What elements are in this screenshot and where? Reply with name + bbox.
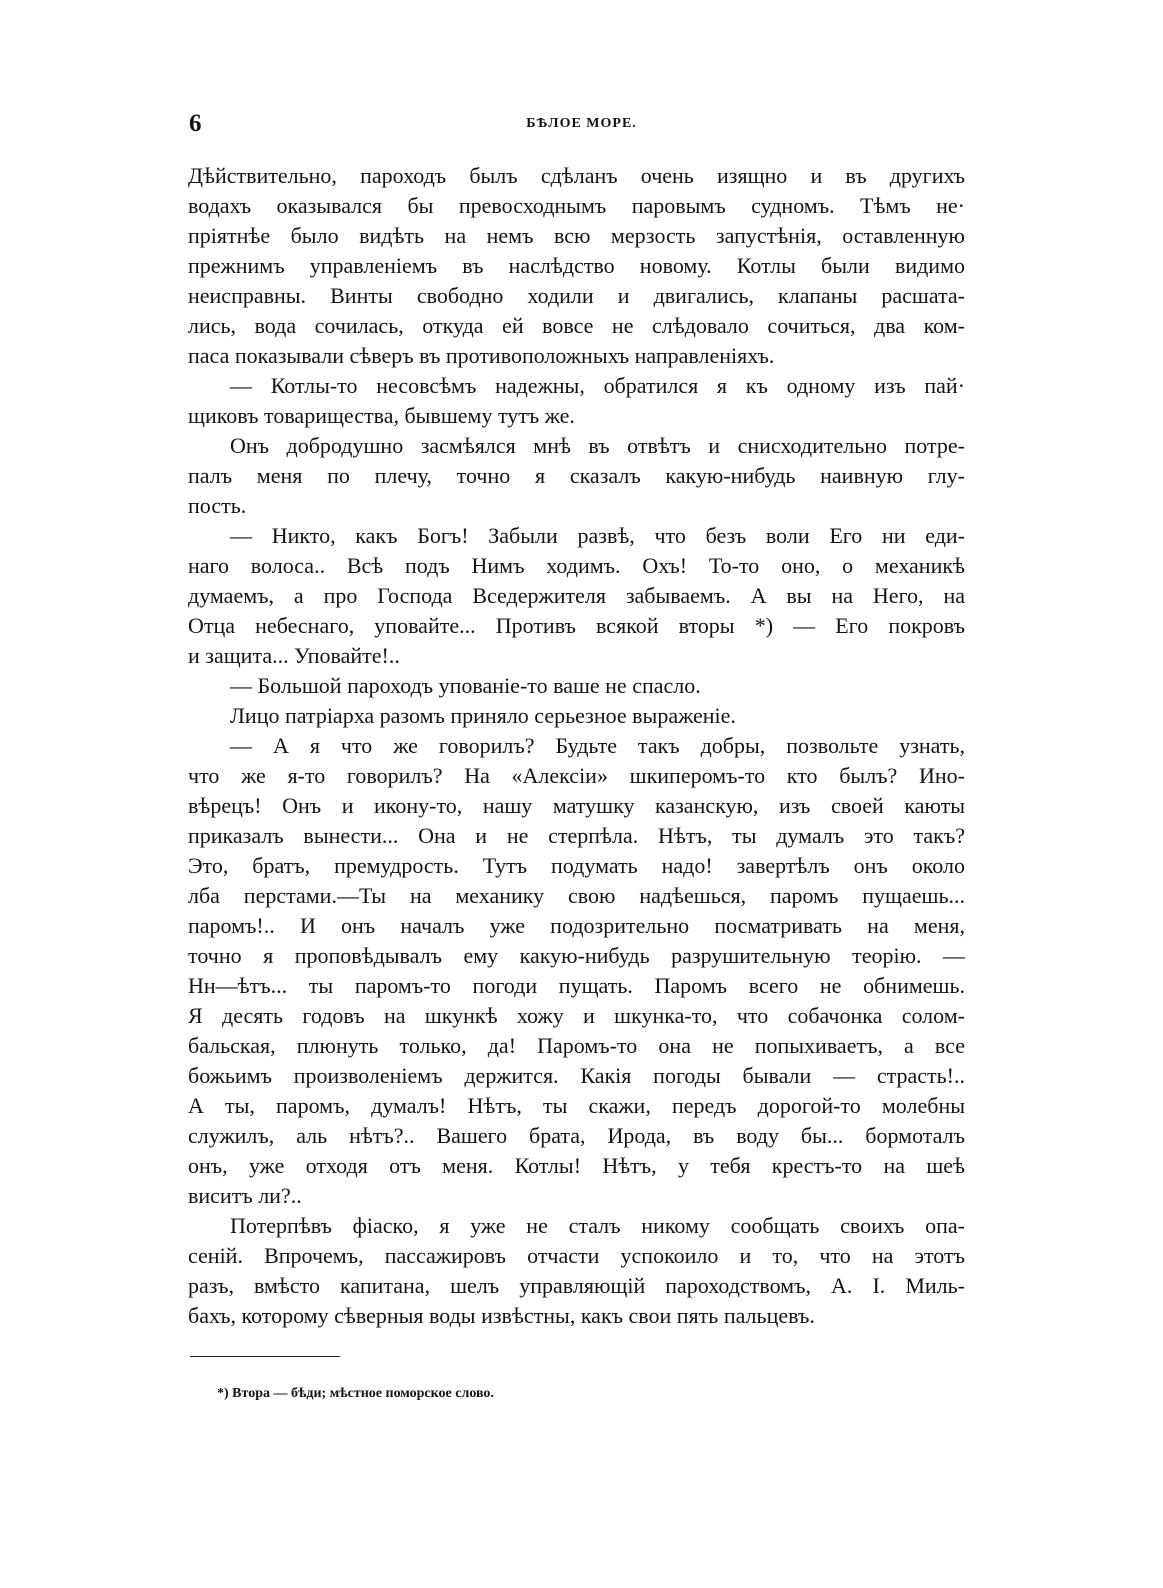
text-line: пріятнѣе было видѣть на немъ всю мерзость запустѣнія, оставленную [188,223,965,248]
text-line: разъ, вмѣсто капитана, шелъ управляющій пароходствомъ, А. І. Миль- [188,1273,965,1298]
running-title: БѢЛОЕ МОРЕ. [526,116,637,131]
text-line: служилъ, аль нѣтъ?.. Вашего брата, Ирода, въ воду бы... бормоталъ [188,1123,965,1148]
text-line: божьимъ произволеніемъ держится. Какія погоды бывали — страсть!.. [188,1063,965,1088]
text-line: бальская, плюнуть только, да! Паромъ-то она не попыхиваетъ, а все [188,1033,965,1058]
text-line: Потерпѣвъ фіаско, я уже не сталъ никому сообщать своихъ опа- [230,1213,965,1238]
text-line: паромъ!.. И онъ началъ уже подозрительно посматривать на меня, [188,913,965,938]
text-line: наго волоса.. Всѣ подъ Нимъ ходимъ. Охъ! То-то оно, о механикѣ [188,553,965,578]
paragraph [188,701,965,731]
paragraph [188,371,965,431]
text-line: бахъ, которому сѣверныя воды извѣстны, какъ свои пять пальцевъ. [188,1303,815,1328]
text-line: виситъ ли?.. [188,1183,302,1208]
text-line: Нн—ѣтъ... ты паромъ-то погоди пущать. Паромъ всего не обнимешь. [188,973,965,998]
paragraph [188,521,965,671]
paragraph [188,731,965,1211]
text-line: — Никто, какъ Богъ! Забыли развѣ, что безъ воли Его ни еди- [230,523,965,548]
body-text [188,161,965,1331]
text-line: Это, братъ, премудрость. Тутъ подумать надо! завертѣлъ онъ около [188,853,965,878]
text-line: что же я-то говорилъ? На «Алексіи» шкиперомъ-то кто былъ? Ино- [188,763,965,788]
text-line: лись, вода сочилась, откуда ей вовсе не слѣдовало сочиться, два ком- [188,313,965,338]
text-line: Дѣйствительно, пароходъ былъ сдѣланъ очень изящно и въ другихъ [188,163,965,188]
text-line: лба перстами.—Ты на механику свою надѣешься, паромъ пущаешь... [188,883,965,908]
text-line: водахъ оказывался бы превосходнымъ паровымъ судномъ. Тѣмъ не· [188,193,965,218]
text-line: щиковъ товарищества, бывшему тутъ же. [188,403,575,428]
text-line: вѣрецъ! Онъ и икону-то, нашу матушку казанскую, изъ своей каюты [188,793,965,818]
text-line: Лицо патріарха разомъ приняло серьезное выраженіе. [230,703,736,728]
paragraph [188,431,965,521]
footnote: *) Втора — бѣди; мѣстное поморское слово. [217,1386,494,1401]
text-line: приказалъ вынести... Она и не стерпѣла. Нѣтъ, ты думалъ это такъ? [188,823,965,848]
text-line: А ты, паромъ, думалъ! Нѣтъ, ты скажи, передъ дорогой-то молебны [188,1093,965,1118]
text-line: сеній. Впрочемъ, пассажировъ отчасти успокоило и то, что на этотъ [188,1243,965,1268]
footnote-divider [190,1356,340,1357]
text-line: — Большой пароходъ упованіе-то ваше не спасло. [230,673,701,698]
paragraph [188,161,965,371]
text-line: Я десять годовъ на шкункѣ хожу и шкунка-то, что собачонка солом- [188,1003,965,1028]
text-line: палъ меня по плечу, точно я сказалъ какую-нибудь наивную глу- [188,463,965,488]
paragraph [188,671,965,701]
text-line: — Котлы-то несовсѣмъ надежны, обратился я къ одному изъ пай· [230,373,965,398]
text-line: неисправны. Винты свободно ходили и двигались, клапаны расшата- [188,283,965,308]
text-line: думаемъ, а про Господа Вседержителя забываемъ. А вы на Него, на [188,583,965,608]
text-line: — А я что же говорилъ? Будьте такъ добры, позвольте узнать, [230,733,965,758]
paragraph [188,1211,965,1331]
text-line: Онъ добродушно засмѣялся мнѣ въ отвѣтъ и снисходительно потре- [230,433,965,458]
text-line: и защита... Уповайте!.. [188,643,400,668]
text-line: онъ, уже отходя отъ меня. Котлы! Нѣтъ, у тебя крестъ-то на шеѣ [188,1153,965,1178]
text-line: паса показывали сѣверъ въ противоположныхъ направленіяхъ. [188,343,775,368]
text-line: точно я проповѣдывалъ ему какую-нибудь разрушительную теорію. — [188,943,965,968]
text-line: Отца небеснаго, уповайте... Противъ всякой вторы *) — Его покровъ [188,613,965,638]
text-line: прежнимъ управленіемъ въ наслѣдство новому. Котлы были видимо [188,253,965,278]
page-number: 6 [189,110,202,137]
text-line: пость. [188,493,247,518]
